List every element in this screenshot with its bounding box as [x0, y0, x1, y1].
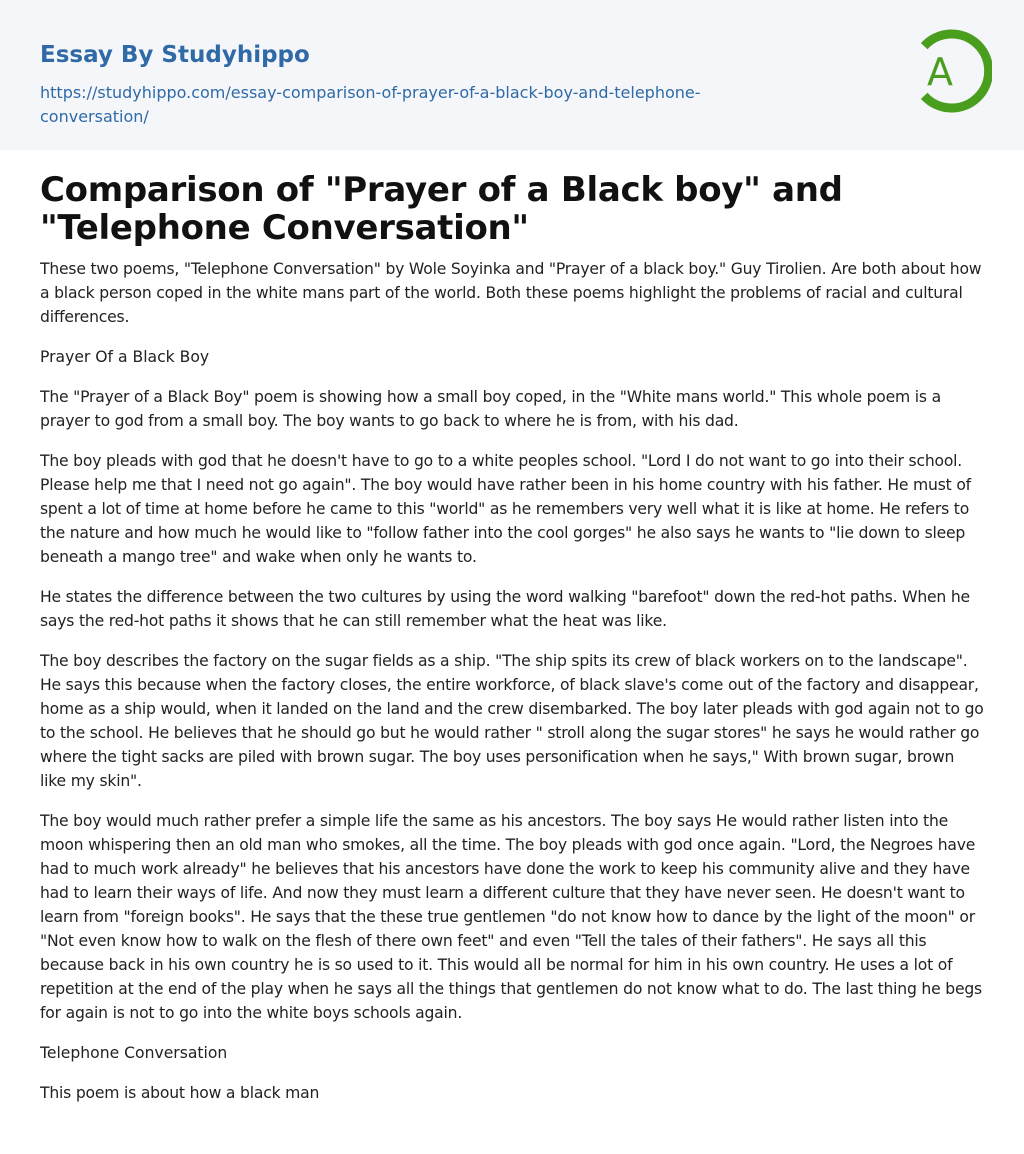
section-heading-telephone: Telephone Conversation: [40, 1044, 228, 1062]
studyhippo-logo-icon[interactable]: [906, 28, 992, 114]
site-header: [0, 0, 1024, 150]
page-title: Comparison of "Prayer of a Black boy" and "Telephone Conversation": [40, 170, 843, 248]
site-name[interactable]: Essay By Studyhippo: [40, 42, 310, 68]
logo-letter: A: [927, 50, 953, 94]
paragraph: The "Prayer of a Black Boy" poem is showing how a small boy coped, in the "White mans world." This whole poem is a prayer to god from a small boy. The boy wants to go back to where he is from, with his dad.: [40, 388, 941, 430]
paragraph: The boy would much rather prefer a simple life the same as his ancestors. The boy says He would rather listen into the moon whispering then an old man who smokes, all the time. The boy pleads with god once again. "Lord, the Negroes have had to much work already" he believes that his ancestors have done the work to keep his community alive and they have had to learn their ways of life. And now they must learn a different culture that they have never seen. He doesn't want to learn from "foreign books". He says that the these true gentlemen "do not know how to dance by the light of the moon" or "Not even know how to walk on the flesh of there own feet" and even "Tell the tales of their fathers". He says all this because back in his own country he is so used to it. This would all be normal for him in his own country. He uses a lot of repetition at the end of the play when he says all the things that gentlemen do not know what to do. The last thing he begs for again is not to go into the white boys schools again.: [40, 812, 982, 1022]
section-heading-prayer: Prayer Of a Black Boy: [40, 348, 210, 366]
intro-paragraph: These two poems, "Telephone Conversation" by Wole Soyinka and "Prayer of a black boy." Guy Tirolien. Are both about how a black person coped in the white mans part of the world. Both these poems highlight the problems of racial and cultural differences.: [40, 260, 982, 326]
paragraph: The boy pleads with god that he doesn't have to go to a white peoples school. "Lord I do not want to go into their school. Please help me that I need not go again". The boy would have rather been in his home country with his father. He must of spent a lot of time at home before he came to this "world" as he remembers very well what it is like at home. He refers to the nature and how much he would like to "follow father into the cool gorges" he also says he wants to "lie down to sleep beneath a mango tree" and wake when only he wants to.: [40, 452, 971, 566]
paragraph: The boy describes the factory on the sugar fields as a ship. "The ship spits its crew of black workers on to the landscape". He says this because when the factory closes, the entire workforce, of black slave's come out of the factory and disappear, home as a ship would, when it landed on the land and the crew disembarked. The boy later pleads with god again not to go to the school. He believes that he should go but he would rather " stroll along the sugar stores" he says he would rather go where the tight sacks are piled with brown sugar. The boy uses personification when he says," With brown sugar, brown like my skin".: [40, 652, 984, 790]
source-url-link[interactable]: https://studyhippo.com/essay-comparison-of-prayer-of-a-black-boy-and-telephone-conversation/: [40, 83, 701, 126]
paragraph: This poem is about how a black man: [40, 1084, 320, 1102]
article-body: [0, 171, 1024, 1105]
paragraph: He states the difference between the two cultures by using the word walking "barefoot" down the red-hot paths. When he says the red-hot paths it shows that he can still remember what the heat was like.: [40, 588, 970, 630]
